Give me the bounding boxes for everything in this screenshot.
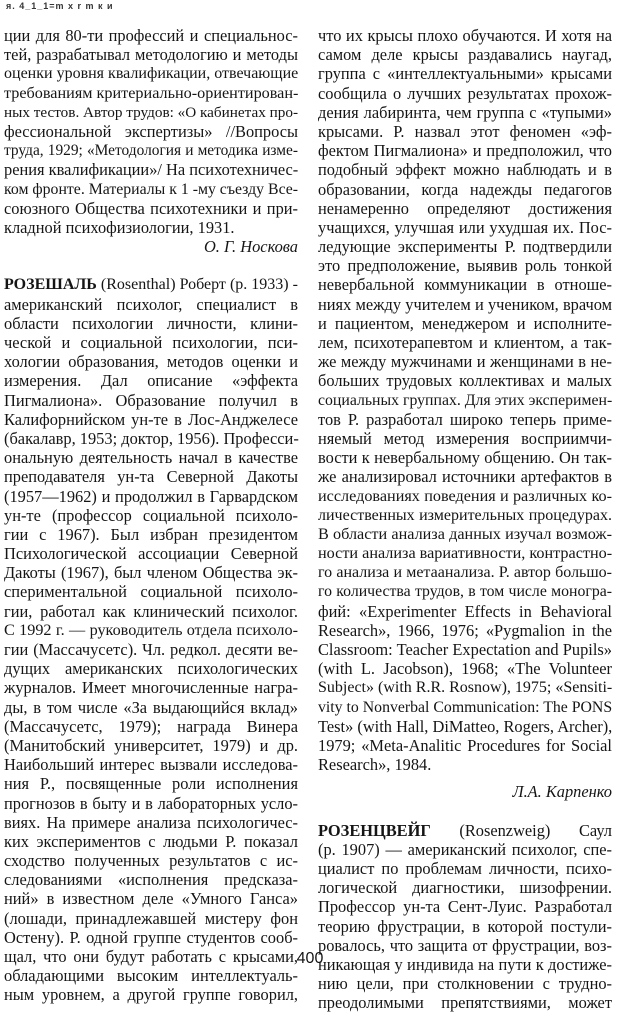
text-line: нию цели, при столкновении с трудно- <box>318 974 612 994</box>
entry-rosenthal-continued <box>318 26 612 774</box>
text-line: это предположение, выявив роль тонкой <box>318 256 612 276</box>
text-line: ниях между учителем и учеником, врачом <box>318 294 612 314</box>
text-line: Subject» (with R.R. Rosnow), 1975; «Sensiti- <box>318 679 613 697</box>
text-line: дущих американских психологических <box>4 659 298 679</box>
text-line: ких экспериментов с людьми Р. показал <box>4 831 298 851</box>
intro-paragraph <box>4 26 298 256</box>
entry-first-line-rest: (Rosenthal) Роберт (р. 1933) - <box>96 276 298 294</box>
text-line: социальных группах. Для этих эксперимен- <box>318 391 613 409</box>
text-line: Дакоты (1967), был членом Общества эк- <box>4 563 298 583</box>
text-line: ния Р., посвященные роли исполнения <box>4 774 298 794</box>
text-line: (лошади, принадлежавшей мистеру фон <box>4 908 298 928</box>
text-line: следованиями «исполнения предсказа- <box>4 870 298 890</box>
headword: РОЗЕШАЛЬ <box>4 276 97 294</box>
entry-first-line <box>318 821 612 840</box>
text-line: ледующие эксперименты Р. подтвердили <box>318 237 612 257</box>
text-line: Наибольший интерес вызвали исследова- <box>4 755 298 775</box>
author-signature: О. Г. Носкова <box>203 237 298 257</box>
text-line: няемый метод измерения восприимчи- <box>318 428 612 448</box>
page-number: 400 <box>296 950 324 967</box>
text-line: американский психолог, специалист в <box>4 294 298 314</box>
text-line: что их крысы плохо обучаются. И хотя на <box>318 26 612 45</box>
text-line: Калифорнийском ун-те в Лос-Анджелесе <box>4 409 298 429</box>
text-line: Test» (with Hall, DiMatteo, Rogers, Archer), <box>318 716 613 736</box>
text-line: хологии образования, методов оценки и <box>4 352 298 372</box>
text-line: рения квалификации»/ На психотехничес- <box>4 160 299 180</box>
text-line: ции для 80-ти профессий и специальнос- <box>4 26 298 45</box>
text-line: и пациентом, менеджером и исполните- <box>318 313 612 333</box>
text-line: виях. На примере анализа психологичес- <box>4 812 298 832</box>
text-line: никающая у индивида на пути к достиже- <box>318 955 612 974</box>
text-line: (Манитобский университет, 1979) и др. <box>4 735 298 755</box>
paragraph-gap <box>4 256 298 275</box>
author-signature: Л.А. Карпенко <box>512 782 612 802</box>
text-line: прогнозов в быту и в лабораторных усло- <box>4 793 298 813</box>
text-line: исследованиях поведения и различных ко- <box>318 486 612 505</box>
text-line: С 1992 г. — руководитель отдела психоло- <box>4 620 298 639</box>
text-line: ком фронте. Материалы к 1 -му съезду Все- <box>4 180 299 198</box>
text-line: лем, психотерапевтом и клиентом, а так- <box>318 333 612 352</box>
entry-first-line-rest: (Rosenzweig) Саул <box>430 820 612 840</box>
text-line: ности анализа вариативности, контрастно- <box>318 544 613 563</box>
text-line: (with L. Jacobson), 1968; «The Volunteer <box>318 659 612 679</box>
text-line: (1957—1962) и продолжил в Гарвардском <box>4 486 298 506</box>
text-line: преподавателя ун-та Северной Дакоты <box>4 467 298 487</box>
text-line: го анализа и метаанализа. Р. автор большо- <box>318 564 612 582</box>
text-line: гии, работал как клинический психолог. <box>4 601 298 621</box>
text-line: требованиям критериально-ориентирован- <box>4 83 299 102</box>
text-line: группа с «интеллектуальными» крысами <box>318 64 612 84</box>
text-line: 1979; «Meta-Analitic Procedures for Social <box>318 735 612 755</box>
text-line: ных тестов. Автор трудов: «О кабинетах про- <box>4 103 298 121</box>
text-line: невербальной коммуникации в отноше- <box>318 275 612 295</box>
text-line: спериментальной социальной психоло- <box>4 582 298 602</box>
text-line: сходство полученных результатов с ис- <box>4 851 298 871</box>
text-line: области психологии личности, клини- <box>4 313 298 333</box>
text-line: гии с 1967). Был избран президентом <box>4 524 298 544</box>
entry-rosenzweig <box>318 821 612 1013</box>
text-line: теорию фрустрации, в которой постули- <box>318 916 612 936</box>
text-line: преодолимыми препятствиями, может <box>318 993 612 1013</box>
text-line: крысами. Р. назвал этот феномен «эф- <box>318 121 612 141</box>
text-line: вости к невербальному общению. Он так- <box>318 448 612 468</box>
text-line: ды, в том числе «За выдающийся вклад» <box>4 697 298 717</box>
text-line: логической диагностики, шизофрении. <box>318 878 612 898</box>
text-line: же анализировал источники артефактов в <box>318 467 612 487</box>
text-line: ненамеренно определяют достижения <box>318 198 612 218</box>
text-line: дения лабиринта, чем группа с «тупыми» <box>318 102 612 122</box>
text-line: ным уровнем, а другой группе говорил, <box>4 985 298 1005</box>
text-line: измерения. Дал описание «эффекта <box>4 371 298 391</box>
text-line: (Массачусетс, 1979); награда Винера <box>4 716 298 736</box>
text-line: учащихся, улучшая или ухудшая их. Пос- <box>318 217 612 237</box>
running-header: я. 4_1_1=m x r m к и <box>6 1 114 11</box>
entry-rosenthal <box>4 275 298 1004</box>
text-line: фий: «Experimenter Effects in Behavioral <box>318 601 612 621</box>
text-line: Психологической ассоциации Северной <box>4 544 298 564</box>
text-line: щал, что они будут работать с крысами, <box>4 947 298 966</box>
text-line: Research», 1984. <box>318 755 432 775</box>
text-line: образовании, когда надежды педагогов <box>318 179 612 199</box>
text-line: больших трудовых коллективах и малых <box>318 371 612 391</box>
text-line: подобный эффект можно наблюдать и в <box>318 160 612 180</box>
right-column <box>318 26 612 1013</box>
text-line: фектом Пигмалиона» и предположил, что <box>318 141 612 161</box>
text-line: vity to Nonverbal Communication: The PONS <box>318 698 613 716</box>
entry-first-line <box>4 275 298 294</box>
text-line: Профессор ун-та Сент-Луис. Разработал <box>318 897 612 917</box>
text-line: ровалось, что защита от фрустрации, воз- <box>318 935 612 955</box>
text-line: кладной психофизиологии, 1931. <box>4 217 235 237</box>
text-line: Остену). Р. одной группе студентов сооб- <box>4 927 298 947</box>
headword: РОЗЕНЦВЕЙГ <box>318 820 431 840</box>
text-line: (бакалавр, 1953; доктор, 1956). Професси- <box>4 428 299 448</box>
text-line: журналов. Имеет многочисленные награ- <box>4 678 298 698</box>
text-line: тов Р. разработал широко теперь приме- <box>318 409 612 429</box>
left-column <box>4 26 298 1005</box>
text-line: же между мужчинами и женщинами в не- <box>318 352 612 372</box>
text-line: В области анализа данных изучал возмож- <box>318 524 612 543</box>
text-line: ний» в известном деле «Умного Ганса» <box>4 889 298 909</box>
text-line: личественных измерительных процедурах. <box>318 506 612 524</box>
text-line: сообщила о лучших результатах прохож- <box>318 83 612 103</box>
text-line: Пигмалиона». Образование получил в <box>4 390 298 410</box>
text-line: (р. 1907) — американский психолог, спе- <box>318 839 612 859</box>
text-line: союзного Общества психотехники и при- <box>4 198 298 218</box>
text-line: самом деле крысы раздавались наугад, <box>318 45 612 65</box>
text-line: Research», 1966, 1976; «Pygmalion in the <box>318 620 612 640</box>
text-line: циалист по проблемам личности, психо- <box>318 859 612 879</box>
text-line: го количества трудов, в том числе моногра- <box>318 583 612 601</box>
text-line: оценки уровня квалификации, отвечающие <box>4 65 299 83</box>
text-line: ональную деятельность начал в качестве <box>4 448 298 468</box>
text-line: Classroom: Teacher Expectation and Pupils» <box>318 640 612 659</box>
text-line: обладающими высоким интеллектуаль- <box>4 966 298 986</box>
text-line: ческой и социальной психологии, пси- <box>4 333 298 352</box>
text-line: ун-те (профессор социальной психоло- <box>4 505 298 525</box>
paragraph-gap <box>318 774 612 782</box>
text-line: труда, 1929; «Методология и методика изме- <box>4 142 298 160</box>
paragraph-gap <box>318 802 612 821</box>
text-line: фессиональной экспертизы» //Вопросы <box>4 121 298 141</box>
text-line: гии (Массачусетс). Чл. редкол. десяти ве- <box>4 640 298 659</box>
text-line: тей, разрабатывал методологию и методы <box>4 45 298 65</box>
